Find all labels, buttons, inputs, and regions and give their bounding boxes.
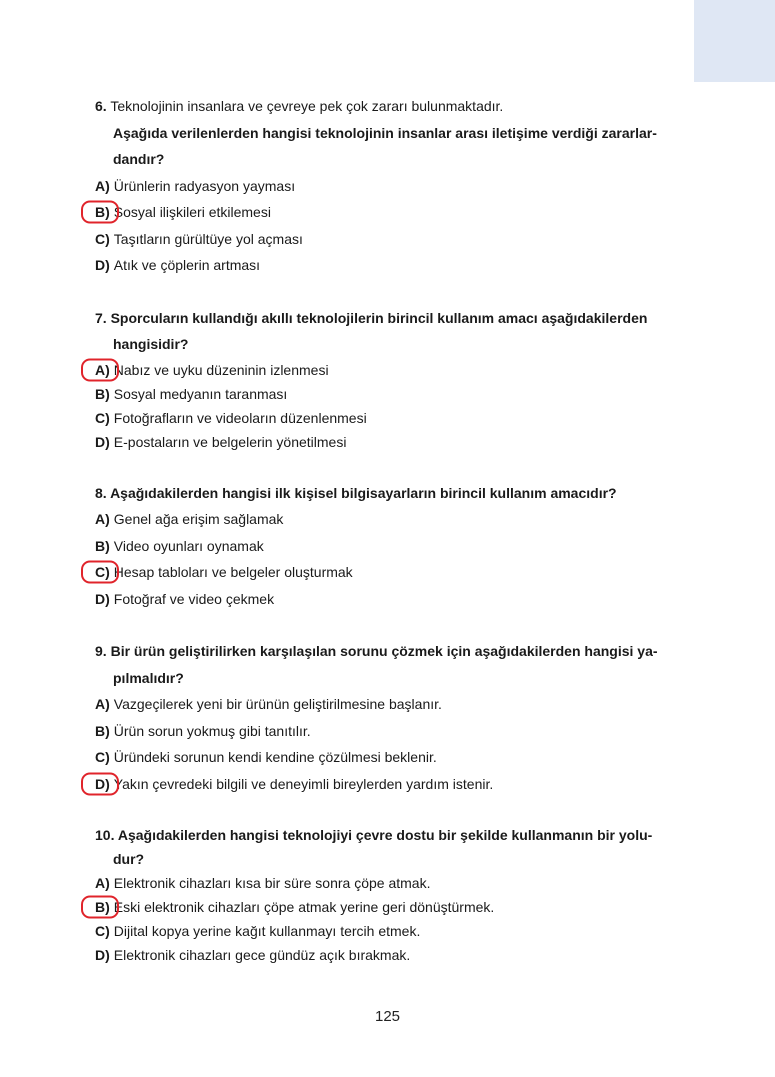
option-b[interactable] (95, 718, 687, 745)
option-letter: C) (95, 564, 110, 580)
question-7 (95, 305, 687, 454)
option-text: Ürün sorun yokmuş gibi tanıtılır. (113, 722, 311, 739)
answer-mark-circle (81, 201, 119, 224)
option-text: Yakın çevredeki bilgili ve deneyimli bireylerden yardım istenir. (113, 775, 494, 792)
question-stem: Aşağıdakilerden hangisi teknolojiyi çevre dostu bir şekilde kullanmanın bir yolu- (117, 827, 653, 843)
option-text: Fotoğraf ve video çekmek (113, 590, 275, 607)
option-text: Fotoğrafların ve videoların düzenlenmesi (113, 409, 367, 426)
option-d[interactable] (95, 252, 687, 279)
page-corner-tab (694, 0, 775, 82)
option-text: Taşıtların gürültüye yol açması (113, 230, 303, 247)
option-text: Sosyal medyanın taranması (113, 385, 288, 402)
option-text: Eski elektronik cihazları çöpe atmak yerine geri dönüştürmek. (113, 899, 495, 915)
question-stem: Sporcuların kullandığı akıllı teknolojilerin birincil kullanım amacı aşağıdakilerden (110, 309, 648, 326)
option-text: Elektronik cihazları gece gündüz açık bırakmak. (113, 947, 411, 963)
option-b[interactable] (95, 533, 687, 560)
option-d[interactable] (95, 430, 687, 454)
question-6 (95, 93, 687, 279)
option-letter: A) (95, 696, 110, 712)
question-stem-cont: dur? (113, 851, 145, 867)
option-letter: B) (95, 204, 110, 220)
option-letter: C) (95, 409, 110, 426)
option-text: Sosyal ilişkileri etkilemesi (113, 204, 271, 220)
option-text: Genel ağa erişim sağlamak (113, 511, 284, 527)
option-c[interactable] (95, 919, 687, 943)
question-number: 6. (95, 98, 107, 114)
question-stem: Aşağıda verilenlerden hangisi teknolojinin insanlar arası iletişime verdiği zararlar- (113, 124, 657, 141)
option-a[interactable] (95, 691, 687, 718)
option-letter: A) (95, 177, 110, 194)
question-10 (95, 823, 687, 967)
option-d[interactable] (95, 771, 687, 798)
option-text: Dijital kopya yerine kağıt kullanmayı tercih etmek. (113, 923, 421, 939)
option-c[interactable] (95, 559, 687, 586)
option-letter: A) (95, 875, 110, 891)
answer-mark-circle (81, 896, 119, 919)
question-stem-cont: pılmalıdır? (113, 669, 184, 686)
page-number: 125 (374, 1008, 401, 1025)
option-letter: C) (95, 923, 110, 939)
option-letter: B) (95, 537, 110, 554)
question-number: 8. (95, 484, 107, 501)
option-letter: D) (95, 433, 110, 450)
option-text: E-postaların ve belgelerin yönetilmesi (113, 433, 347, 450)
option-text: Ürünlerin radyasyon yayması (113, 177, 296, 194)
option-b[interactable] (95, 382, 687, 406)
question-9 (95, 638, 687, 797)
option-text: Vazgeçilerek yeni bir ürünün geliştirilmesine başlanır. (113, 696, 442, 712)
option-letter: A) (95, 511, 110, 527)
question-stem: Bir ürün geliştirilirken karşılaşılan sorunu çözmek için aşağıdakilerden hangisi ya- (110, 643, 658, 659)
question-stem-intro: Teknolojinin insanlara ve çevreye pek çok zararı bulunmaktadır. (110, 98, 504, 114)
question-number: 9. (95, 643, 107, 659)
option-letter: B) (95, 899, 110, 915)
question-stem-cont: dandır? (113, 151, 165, 167)
option-letter: C) (95, 230, 110, 247)
option-a[interactable] (95, 358, 687, 382)
option-d[interactable] (95, 943, 687, 967)
option-a[interactable] (95, 506, 687, 533)
answer-mark-circle (81, 772, 119, 795)
option-letter: B) (95, 722, 110, 739)
question-list (95, 93, 687, 993)
option-letter: D) (95, 590, 110, 607)
option-letter: D) (95, 257, 110, 273)
question-stem-cont: hangisidir? (113, 336, 189, 352)
option-letter: D) (95, 775, 110, 792)
question-stem: Aşağıdakilerden hangisi ilk kişisel bilgisayarların birincil kullanım amacıdır? (110, 484, 617, 501)
option-b[interactable] (95, 199, 687, 226)
option-letter: D) (95, 947, 110, 963)
option-text: Üründeki sorunun kendi kendine çözülmesi beklenir. (113, 749, 437, 765)
option-c[interactable] (95, 744, 687, 771)
option-text: Hesap tabloları ve belgeler oluşturmak (113, 564, 353, 580)
option-c[interactable] (95, 406, 687, 430)
option-text: Video oyunları oynamak (113, 537, 264, 554)
option-b[interactable] (95, 895, 687, 919)
option-letter: A) (95, 361, 110, 378)
option-letter: C) (95, 749, 110, 765)
option-text: Atık ve çöplerin artması (113, 257, 261, 273)
question-8 (95, 480, 687, 613)
question-number: 10. (95, 827, 115, 843)
option-c[interactable] (95, 226, 687, 253)
answer-mark-circle (81, 358, 119, 381)
option-d[interactable] (95, 586, 687, 613)
question-number: 7. (95, 309, 107, 326)
option-text: Nabız ve uyku düzeninin izlenmesi (113, 361, 329, 378)
option-a[interactable] (95, 173, 687, 200)
option-a[interactable] (95, 871, 687, 895)
answer-mark-circle (81, 561, 119, 584)
option-letter: B) (95, 385, 110, 402)
option-text: Elektronik cihazları kısa bir süre sonra çöpe atmak. (113, 875, 431, 891)
